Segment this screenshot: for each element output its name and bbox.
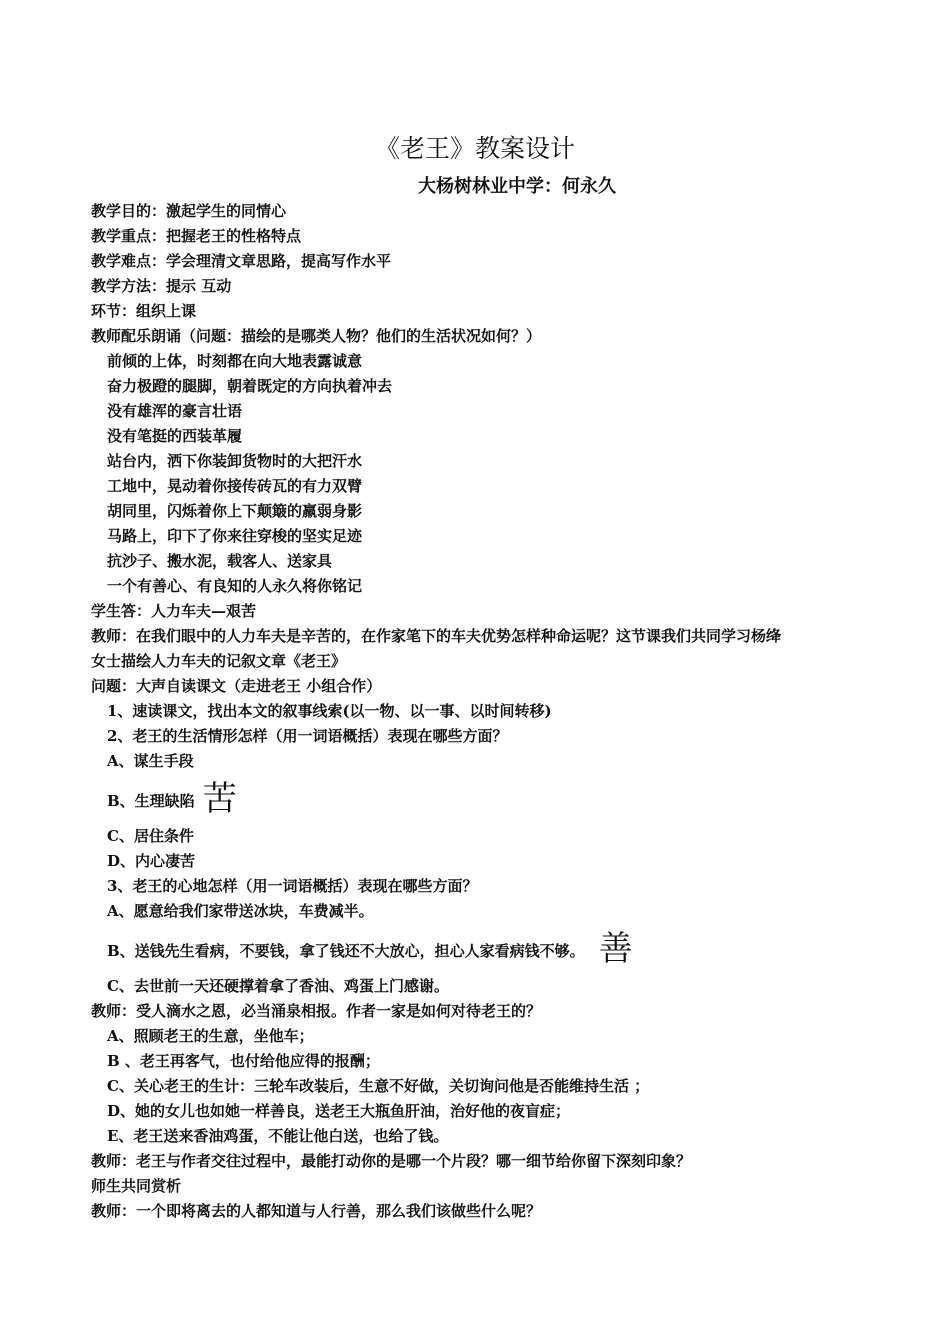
answer-item: A、愿意给我们家带送冰块，车费减半。 [107,902,374,920]
poem-line: 站台内，洒下你装卸货物时的大把汗水 [107,452,363,470]
author-line: 大杨树林业中学：何永久 [418,176,616,197]
hardship-char: 苦 [202,779,237,819]
answer-item-text: B、生理缺陷 [107,792,195,810]
kindness-char: 善 [598,929,633,969]
answer-item: C、去世前一天还硬撑着拿了香油、鸡蛋上门感谢。 [107,977,449,995]
answer-item: A、照顾老王的生意，坐他车； [107,1027,314,1045]
teaching-focus: 教学重点：把握老王的性格特点 [91,227,302,245]
answer-item-with-char [91,774,891,824]
poem-line: 马路上，印下了你来往穿梭的坚实足迹 [107,527,363,545]
teacher-question: 教师：受人滴水之恩，必当涌泉相报。作者一家是如何对待老王的？ [91,1002,542,1020]
poem-line: 没有雄浑的豪言壮语 [107,402,243,420]
question-item: 3、老王的心地怎样（用一词语概括）表现在哪些方面？ [107,877,478,895]
answer-item-with-char [91,924,891,974]
poem-line: 抗沙子、搬水泥，载客人、送家具 [107,552,333,570]
poem-line: 胡同里，闪烁着你上下颠簸的羸弱身影 [107,502,363,520]
poem-line: 一个有善心、有良知的人永久将你铭记 [107,577,363,595]
answer-item: A、谋生手段 [107,752,194,770]
document-body [91,199,891,1224]
poem-line: 前倾的上体，时刻都在向大地表露诚意 [107,352,363,370]
teacher-intro: 教师：在我们眼中的人力车夫是辛苦的，在作家笔下的车夫优势怎样种命运呢？这节课我们共同学习杨绛 [91,627,782,645]
answer-item: E、老王送来香油鸡蛋，不能让他白送，也给了钱。 [107,1127,449,1145]
teacher-closing-question: 教师：一个即将离去的人都知道与人行善，那么我们该做些什么呢？ [91,1202,542,1220]
question-item: 1、速读课文，找出本文的叙事线索(以一物、以一事、以时间转移) [107,702,552,720]
teaching-difficulty: 教学难点：学会理清文章思路，提高写作水平 [91,252,392,270]
poem-line: 没有笔挺的西装革履 [107,427,243,445]
teaching-method: 教学方法：提示 互动 [91,277,232,295]
teacher-question: 教师：老王与作者交往过程中，最能打动你的是哪一个片段？哪一细节给你留下深刻印象？ [91,1152,692,1170]
teacher-recitation: 教师配乐朗诵（问题：描绘的是哪类人物？他们的生活状况如何？） [91,327,542,345]
poem-line: 奋力极蹬的腿脚，朝着既定的方向执着冲去 [107,377,393,395]
lesson-step: 环节：组织上课 [91,302,197,320]
answer-item-text: B、送钱先生看病，不要钱，拿了钱还不大放心，担心人家看病钱不够。 [107,942,585,960]
answer-item: D、她的女儿也如她一样善良，送老王大瓶鱼肝油，治好他的夜盲症； [107,1102,571,1120]
teacher-intro-cont: 女士描绘人力车夫的记叙文章《老王》 [91,652,347,670]
answer-item: C、居住条件 [107,827,194,845]
answer-item: C、关心老王的生计：三轮车改装后，生意不好做，关切询问他是否能维持生活 ； [107,1077,650,1095]
poem-line: 工地中，晃动着你接传砖瓦的有力双臂 [107,477,363,495]
answer-item: D、内心凄苦 [107,852,196,870]
student-answer: 学生答：人力车夫—艰苦 [91,602,257,620]
answer-item: B 、老王再客气，也付给他应得的报酬； [107,1052,380,1070]
question-item: 2、老王的生活情形怎样（用一词语概括）表现在哪些方面？ [107,727,508,745]
joint-analysis: 师生共同赏析 [91,1177,182,1195]
document-title: 《老王》教案设计 [374,134,575,163]
teaching-goal: 教学目的：激起学生的同情心 [91,202,287,220]
question-heading: 问题：大声自读课文（走进老王 小组合作） [91,677,382,695]
